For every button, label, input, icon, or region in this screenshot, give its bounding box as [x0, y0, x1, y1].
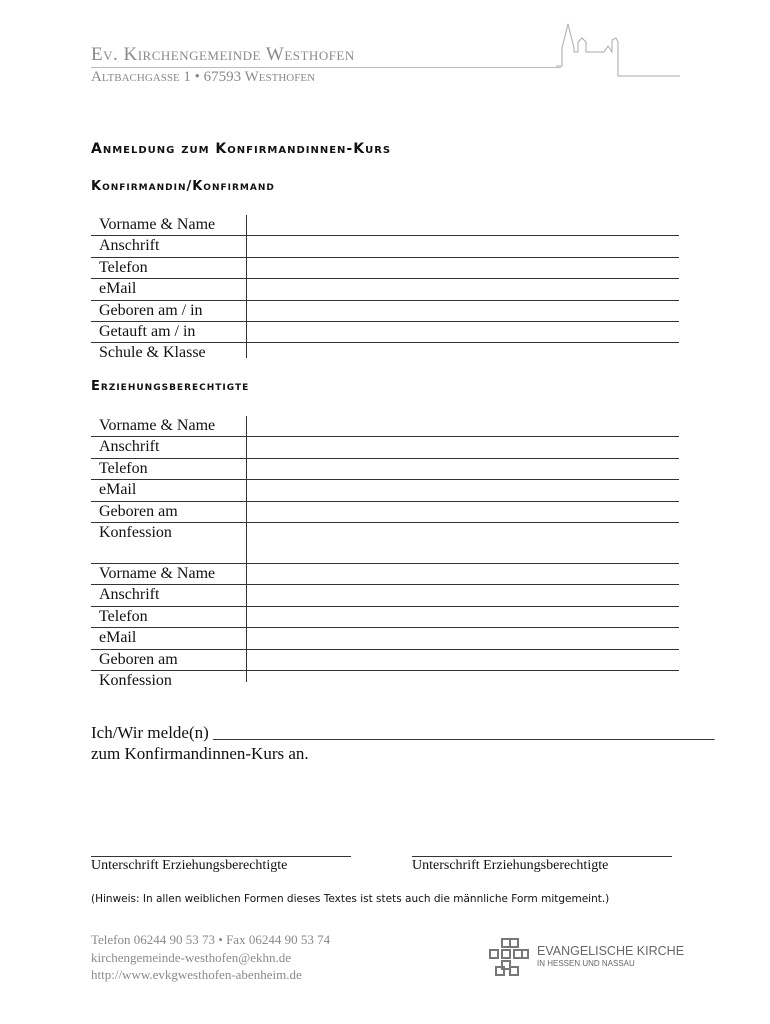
church-silhouette-icon [556, 18, 680, 78]
ekhn-cross-icon [488, 938, 530, 976]
section-heading-guardians: Erziehungsberechtigte [91, 379, 250, 394]
footer-web: http://www.evkgwesthofen-abenheim.de [91, 967, 302, 982]
guardians-table [91, 416, 679, 691]
signature-line-left[interactable] [91, 856, 351, 857]
table-row[interactable] [91, 322, 679, 343]
header-divider [91, 67, 561, 68]
signature-label-left: Unterschrift Erziehungsberechtigte [91, 858, 288, 873]
row-label: Geboren am [99, 650, 178, 668]
row-label: Vorname & Name [99, 564, 216, 582]
footer-contact [91, 931, 330, 984]
table-row[interactable] [91, 671, 679, 691]
table-row[interactable] [91, 279, 679, 300]
footer-phone: Telefon 06244 90 53 73 • Fax 06244 90 53 74 [91, 932, 331, 947]
row-label: eMail [99, 481, 137, 499]
confirmand-table [91, 215, 679, 364]
table-row[interactable] [91, 628, 679, 649]
row-label: Anschrift [99, 237, 160, 255]
row-label: Vorname & Name [99, 216, 216, 233]
signature-line-right[interactable] [412, 856, 672, 857]
row-label: Getauft am / in [99, 322, 196, 340]
row-label: Anschrift [99, 586, 160, 604]
row-label: Konfession [99, 671, 172, 689]
row-label: Schule & Klasse [99, 344, 206, 362]
row-label: Vorname & Name [99, 417, 216, 434]
church-address: Altbachgasse 1 • 67593 Westhofen [91, 69, 316, 85]
church-name: Ev. Kirchengemeinde Westhofen [91, 44, 355, 65]
table-row[interactable] [91, 437, 679, 458]
row-label: Telefon [99, 607, 148, 625]
table-row[interactable] [91, 301, 679, 322]
registration-line-2: zum Konfirmandinnen-Kurs an. [91, 744, 309, 763]
table-row[interactable] [91, 215, 679, 236]
footer-email: kirchengemeinde-westhofen@ekhn.de [91, 949, 292, 965]
logo-text-line1: EVANGELISCHE KIRCHE [537, 944, 685, 958]
table-row[interactable] [91, 585, 679, 606]
table-row[interactable] [91, 502, 679, 523]
row-label: Geboren am / in [99, 301, 203, 319]
table-row[interactable] [91, 480, 679, 501]
row-label: Geboren am [99, 502, 178, 520]
gender-note: (Hinweis: In allen weiblichen Formen dieses Textes ist stets auch die männliche Form mitgemeint.) [91, 893, 610, 905]
table-row[interactable] [91, 564, 679, 585]
row-label: Anschrift [99, 438, 160, 456]
row-label: eMail [99, 629, 137, 647]
table-row[interactable] [91, 258, 679, 279]
logo-text-line2: IN HESSEN UND NASSAU [537, 959, 635, 968]
signature-label-right: Unterschrift Erziehungsberechtigte [412, 858, 609, 873]
table-row[interactable] [91, 523, 679, 564]
section-heading-confirmand: Konfirmandin/Konfirmand [91, 179, 275, 194]
row-label: Telefon [99, 459, 148, 477]
row-label: Telefon [99, 258, 148, 276]
table-row[interactable] [91, 416, 679, 437]
registration-line[interactable]: Ich/Wir melde(n) ___________________________________________________________ [91, 723, 715, 742]
table-row[interactable] [91, 236, 679, 257]
row-label: Konfession [99, 523, 172, 541]
form-title: Anmeldung zum Konfirmandinnen-Kurs [91, 141, 392, 157]
table-row[interactable] [91, 343, 679, 363]
row-label: eMail [99, 280, 137, 298]
table-row[interactable] [91, 650, 679, 671]
table-row[interactable] [91, 459, 679, 480]
table-row[interactable] [91, 607, 679, 628]
